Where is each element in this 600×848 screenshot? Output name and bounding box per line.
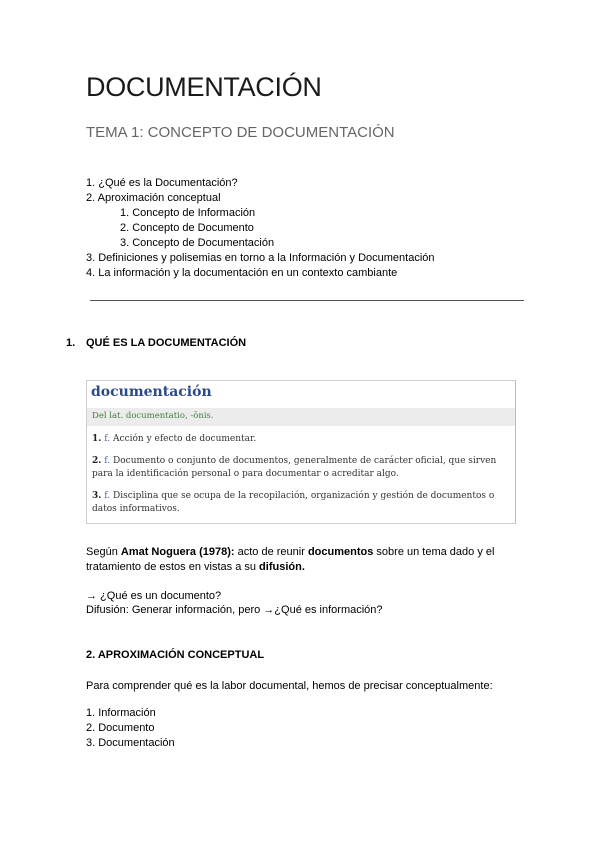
section-number: 1. — [66, 337, 76, 349]
definition-text: Acción y efecto de documentar. — [113, 434, 257, 444]
question-line: → ¿Qué es un documento? — [86, 590, 222, 602]
table-of-contents — [86, 176, 435, 281]
para-text: acto de reunir — [234, 546, 308, 558]
para-text: Según — [86, 546, 121, 558]
dictionary-etymology: Del lat. documentatio, -ōnis. — [92, 411, 214, 421]
dictionary-definition — [92, 455, 512, 481]
keyword: difusión. — [259, 561, 305, 573]
dictionary-etymology-bar — [87, 408, 515, 426]
section-heading: 2. APROXIMACIÓN CONCEPTUAL — [86, 649, 265, 661]
definition-number: 2. — [92, 456, 102, 466]
definition-number: 1. — [92, 434, 102, 444]
author-citation: Amat Noguera (1978): — [120, 546, 235, 558]
toc-subitem: 2. Concepto de Documento — [120, 222, 254, 234]
definition-text: Documento o conjunto de documentos, generalmente de carácter oficial, que sirven para la identificación personal o para documentar o acreditar algo. — [92, 456, 497, 479]
keyword: documentos — [307, 546, 374, 558]
definition-paragraph — [86, 545, 516, 575]
toc-item: 4. La información y la documentación en un contexto cambiante — [86, 267, 398, 279]
definition-gram: f. — [104, 491, 111, 501]
concept-list — [86, 706, 175, 751]
dictionary-headword: documentación — [91, 384, 212, 400]
toc-subitem: 1. Concepto de Información — [120, 207, 256, 219]
question-line: Difusión: Generar información, pero →¿Qué es información? — [86, 604, 383, 616]
definition-number: 3. — [92, 491, 102, 501]
toc-item: 2. Aproximación conceptual — [86, 192, 221, 204]
toc-item: 3. Definiciones y polisemias en torno a la Información y Documentación — [86, 252, 435, 264]
dictionary-definition — [92, 490, 512, 516]
toc-subitem: 3. Concepto de Documentación — [120, 237, 275, 249]
toc-item: 1. ¿Qué es la Documentación? — [86, 177, 238, 189]
definition-gram: f. — [104, 434, 111, 444]
para-text: sobre un tema dado y el tratamiento de estos en vistas a su — [86, 546, 495, 573]
dictionary-entry-image — [86, 380, 516, 524]
definition-text: Disciplina que se ocupa de la recopilación, organización y gestión de documentos o datos informativos. — [92, 491, 495, 514]
page-subtitle: TEMA 1: CONCEPTO DE DOCUMENTACIÓN — [86, 124, 395, 141]
page-title: DOCUMENTACIÓN — [86, 72, 322, 102]
dictionary-definition — [92, 433, 512, 446]
horizontal-divider — [90, 300, 524, 301]
definition-gram: f. — [104, 456, 111, 466]
list-item: 2. Documento — [86, 722, 155, 734]
section-intro: Para comprender qué es la labor documental, hemos de precisar conceptualmente: — [86, 680, 493, 692]
list-item: 3. Documentación — [86, 737, 175, 749]
section-heading — [66, 337, 246, 349]
section-title: QUÉ ES LA DOCUMENTACIÓN — [86, 337, 247, 349]
list-item: 1. Información — [86, 707, 156, 719]
